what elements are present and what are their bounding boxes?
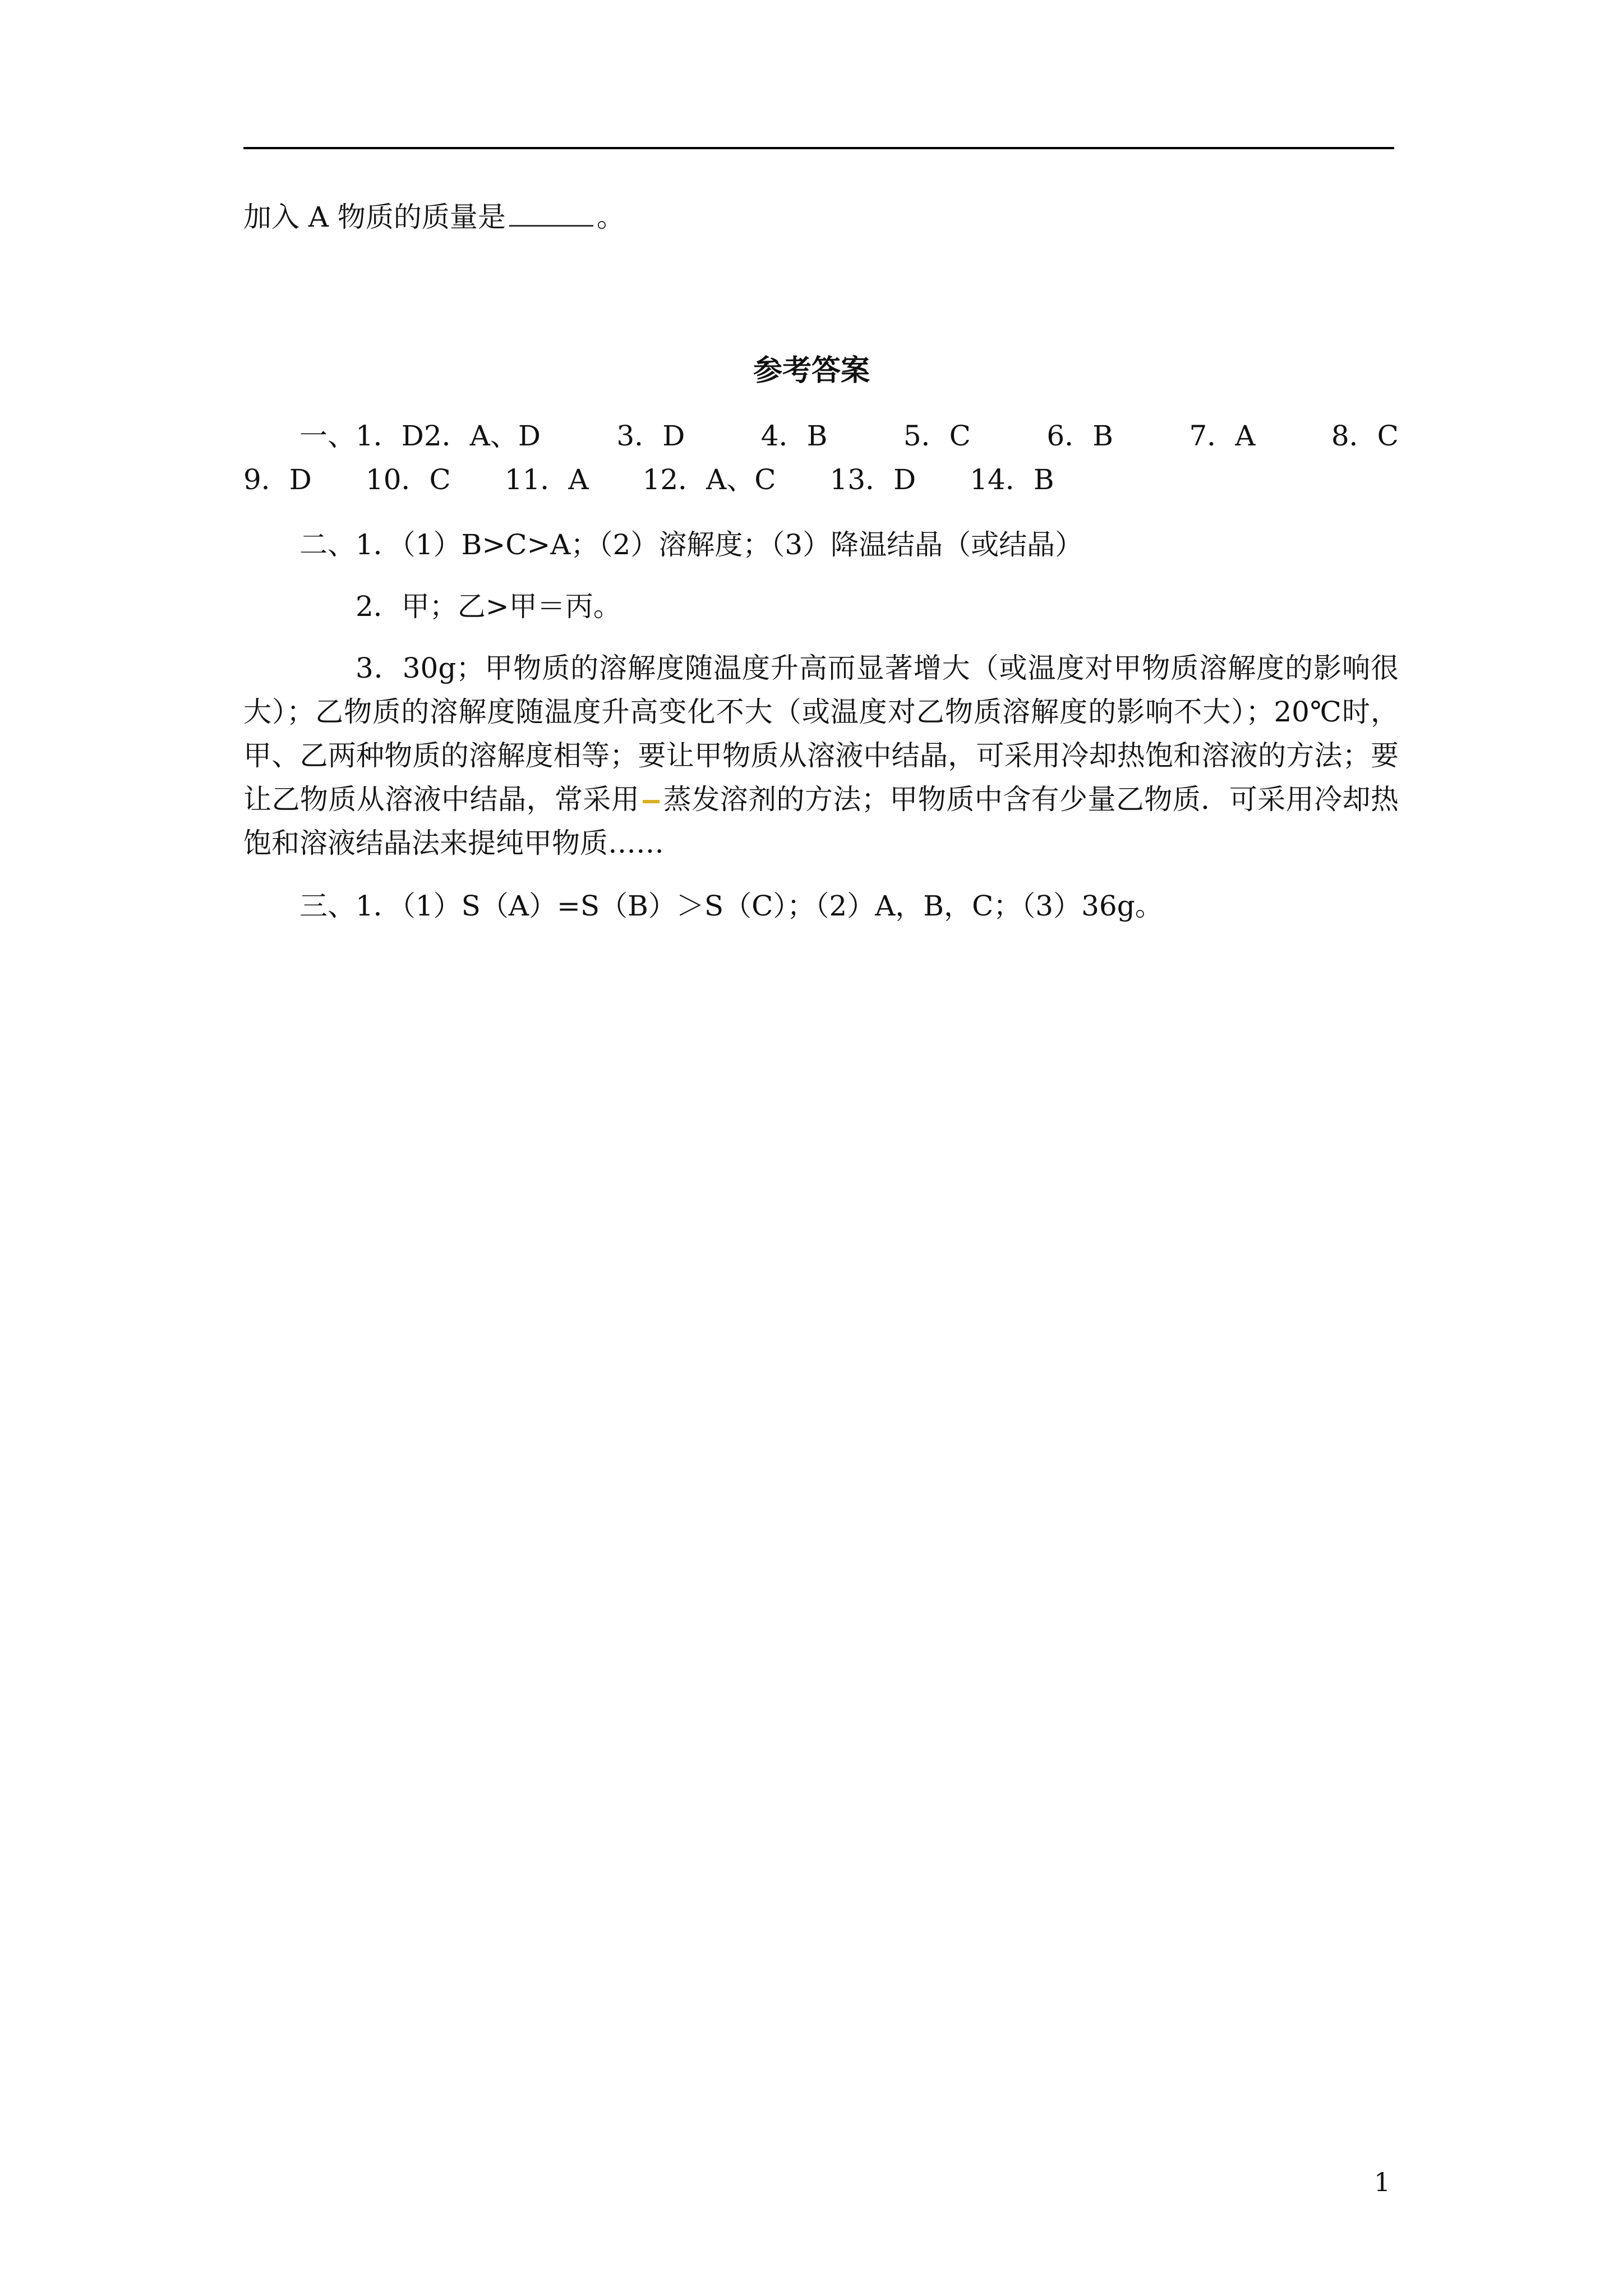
question-tail-suffix: 。 <box>596 201 625 233</box>
answer-item: 10．C <box>365 463 451 496</box>
header-rule <box>243 147 1394 149</box>
answer-item: 7．A <box>1189 420 1256 452</box>
section-1-row-1 <box>243 414 1399 458</box>
answer-item: 3．D <box>616 420 685 452</box>
highlight-mark <box>643 800 660 803</box>
section-2-item-1: 二、1．（1）B>C>A；（2）溶解度；（3）降温结晶（或结晶） <box>299 528 1083 561</box>
answer-item: 14．B <box>970 463 1054 496</box>
page-number: 1 <box>1374 2167 1391 2197</box>
answer-item: 9．D <box>243 463 312 496</box>
question-tail-text: 加入 A 物质的质量是 <box>243 201 506 233</box>
answer-item: 5．C <box>903 420 971 452</box>
section-1-answers <box>243 414 1399 501</box>
section-1-label-and-item: 一、1．D2．A、D <box>299 420 541 452</box>
section-3-item-1: 三、1．（1）S（A）=S（B）＞S（C）；（2）A，B，C；（3）36g。 <box>299 890 1163 922</box>
section-2-item-2: 2．甲；乙>甲＝丙。 <box>356 590 621 623</box>
answer-blank <box>509 203 593 227</box>
answer-item: 4．B <box>760 420 828 452</box>
section-2-item-3-part-2: 蒸发溶剂的方法；甲物质中含有少量乙物质．可采用冷却热饱和溶液结晶法来提纯甲物质…… <box>243 783 1399 859</box>
answer-item: 13．D <box>829 463 916 496</box>
section-1-row-2 <box>243 458 1399 501</box>
answer-item: 11．A <box>504 463 589 496</box>
answer-item: 12．A、C <box>642 463 776 496</box>
answer-item: 8．C <box>1331 420 1399 452</box>
answer-item: 6．B <box>1046 420 1113 452</box>
section-2-item-3 <box>243 646 1399 865</box>
question-tail <box>243 195 625 239</box>
answers-heading: 参考答案 <box>753 353 870 388</box>
section-2-item-3-part-1: 3．30g；甲物质的溶解度随温度升高而显著增大（或温度对甲物质溶解度的影响很大）；乙物质的溶解度随温度升高变化不大（或温度对乙物质溶解度的影响不大）；20℃时，甲、乙两种物质的溶解度相等；要让甲物质从溶液中结晶，可采用冷却热饱和溶液的方法；要让乙物质从溶液中结晶，常采用 <box>243 652 1399 816</box>
